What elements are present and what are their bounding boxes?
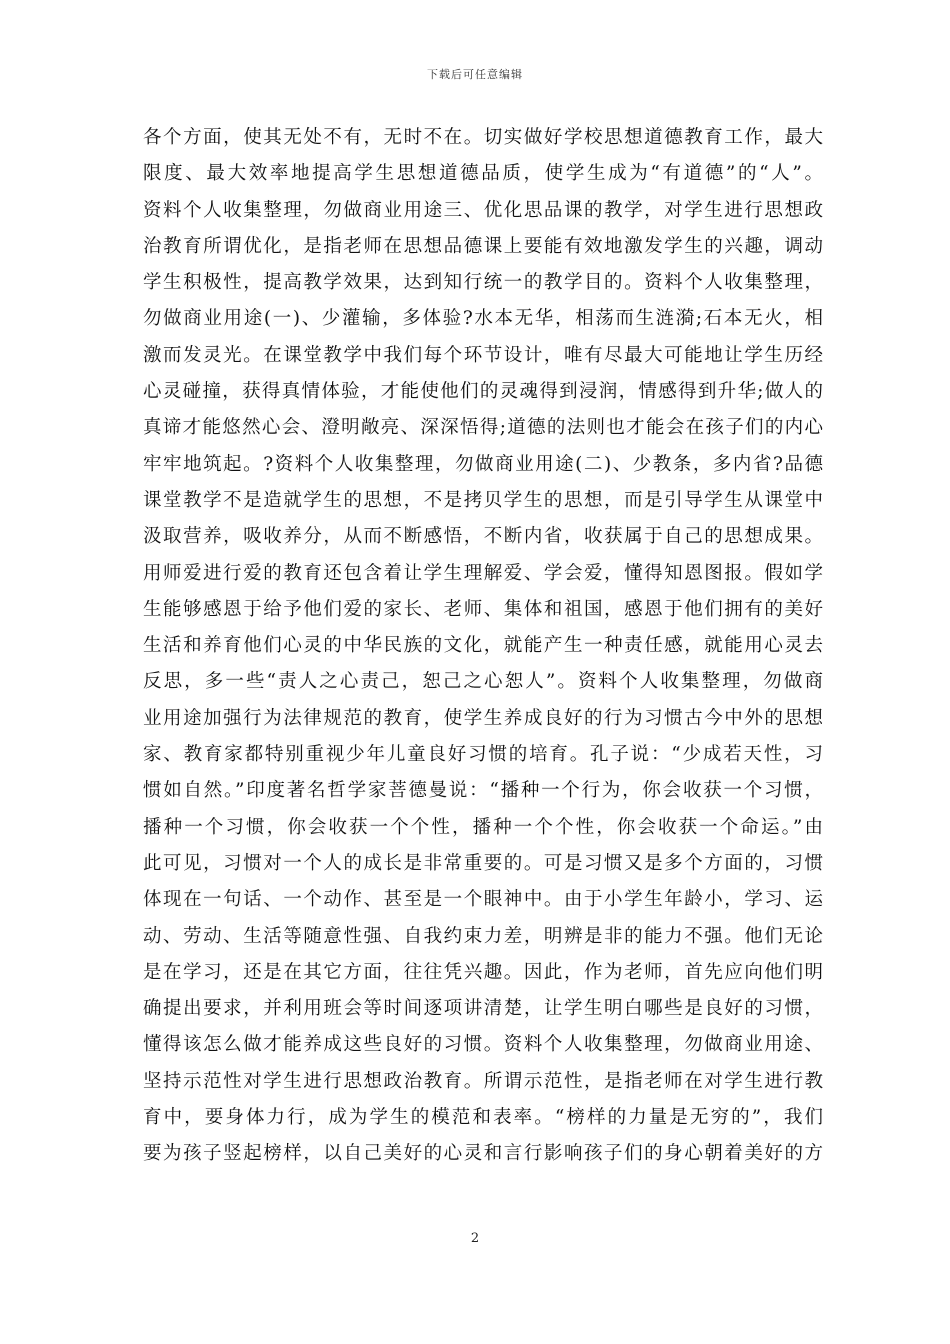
text-line: 家、教育家都特别重视少年儿童良好习惯的培育。孔子说：“少成若天性，习	[143, 744, 823, 766]
text-line: 激而发灵光。在课堂教学中我们每个环节设计，唯有尽最大可能地让学生历经	[143, 344, 823, 366]
text-line: 真谛才能悠然心会、澄明敞亮、深深悟得;道德的法则也才能会在孩子们的内心	[143, 417, 823, 439]
text-line: 业用途加强行为法律规范的教育，使学生养成良好的行为习惯古今中外的思想	[143, 707, 823, 729]
body-text	[143, 120, 823, 1173]
text-line: 反思，多一些“责人之心责己，恕己之心恕人”。资料个人收集整理，勿做商	[143, 671, 823, 693]
text-line: 用师爱进行爱的教育还包含着让学生理解爱、学会爱，懂得知恩图报。假如学	[143, 562, 823, 584]
text-line: 汲取营养，吸收养分，从而不断感悟，不断内省，收获属于自己的思想成果。	[143, 526, 823, 548]
text-line: 此可见，习惯对一个人的成长是非常重要的。可是习惯又是多个方面的，习惯	[143, 852, 823, 874]
text-line: 要为孩子竖起榜样，以自己美好的心灵和言行影响孩子们的身心朝着美好的方	[143, 1143, 823, 1165]
text-line: 心灵碰撞，获得真情体验，才能使他们的灵魂得到浸润，情感得到升华;做人的	[143, 381, 823, 403]
text-line: 坚持示范性对学生进行思想政治教育。所谓示范性，是指老师在对学生进行教	[143, 1070, 823, 1092]
text-line: 勿做商业用途(一)、少灌输，多体验?水本无华，相荡而生涟漪;石本无火，相	[143, 308, 823, 330]
text-line: 体现在一句话、一个动作、甚至是一个眼神中。由于小学生年龄小，学习、运	[143, 889, 823, 911]
text-line: 动、劳动、生活等随意性强、自我约束力差，明辨是非的能力不强。他们无论	[143, 925, 823, 947]
text-line: 生活和养育他们心灵的中华民族的文化，就能产生一种责任感，就能用心灵去	[143, 635, 823, 657]
text-line: 播种一个习惯，你会收获一个个性，播种一个个性，你会收获一个命运。”由	[143, 816, 823, 838]
text-line: 学生积极性，提高教学效果，达到知行统一的教学目的。资料个人收集整理，	[143, 272, 823, 294]
text-line: 确提出要求，并利用班会等时间逐项讲清楚，让学生明白哪些是良好的习惯，	[143, 998, 823, 1020]
text-line: 课堂教学不是造就学生的思想，不是拷贝学生的思想，而是引导学生从课堂中	[143, 489, 823, 511]
text-line: 牢牢地筑起。?资料个人收集整理，勿做商业用途(二)、少教条，多内省?品德	[143, 453, 823, 475]
page-number: 2	[470, 1231, 480, 1246]
text-line: 是在学习，还是在其它方面，往往凭兴趣。因此，作为老师，首先应向他们明	[143, 961, 823, 983]
text-line: 治教育所谓优化，是指老师在思想品德课上要能有效地激发学生的兴趣，调动	[143, 235, 823, 257]
text-line: 生能够感恩于给予他们爱的家长、老师、集体和祖国，感恩于他们拥有的美好	[143, 598, 823, 620]
text-line: 各个方面，使其无处不有，无时不在。切实做好学校思想道德教育工作，最大	[143, 127, 823, 148]
header-note: 下载后可任意编辑	[427, 68, 523, 81]
text-line: 限度、最大效率地提高学生思想道德品质，使学生成为“有道德”的“人”。	[143, 163, 823, 185]
text-line: 育中，要身体力行，成为学生的模范和表率。“榜样的力量是无穷的”，我们	[143, 1107, 823, 1129]
text-line: 懂得该怎么做才能养成这些良好的习惯。资料个人收集整理，勿做商业用途、	[143, 1034, 823, 1056]
text-line: 惯如自然。”印度著名哲学家菩德曼说：“播种一个行为，你会收获一个习惯，	[143, 780, 823, 802]
text-line: 资料个人收集整理，勿做商业用途三、优化思品课的教学，对学生进行思想政	[143, 199, 823, 221]
